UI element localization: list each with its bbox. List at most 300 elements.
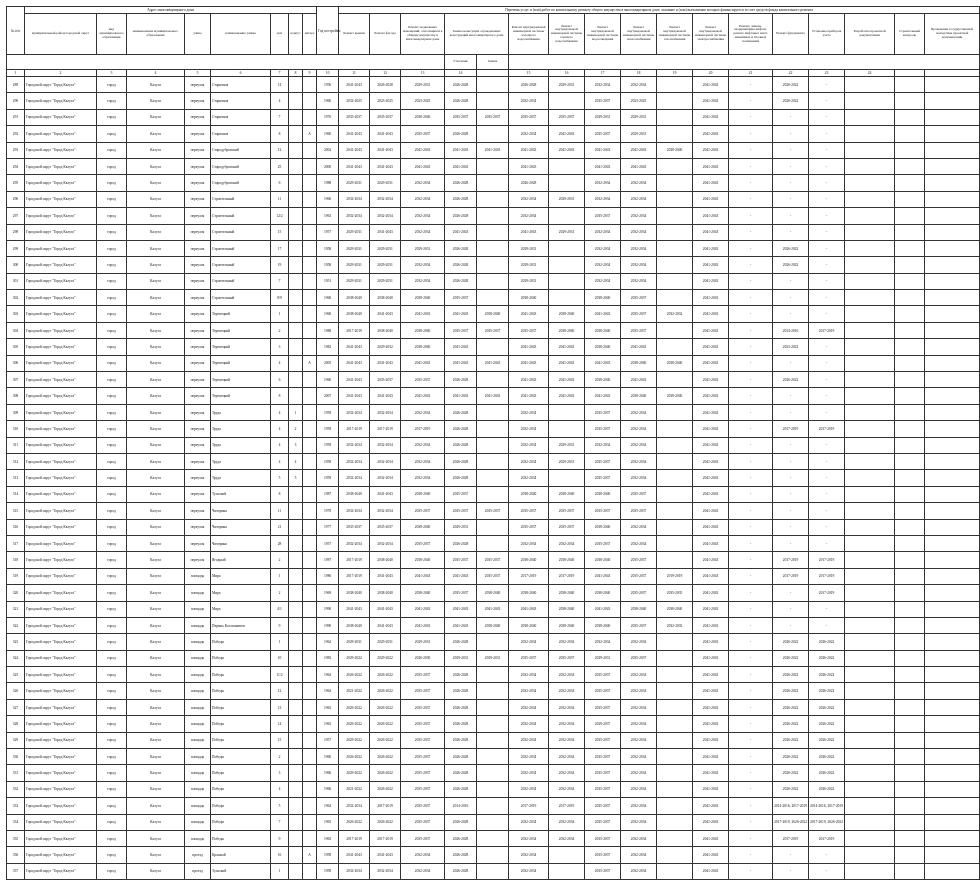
cell-insulation: 2041-2043: [445, 568, 477, 584]
cell-litera: [303, 77, 317, 93]
table-row: [7, 617, 980, 633]
cell-street-type: переулок: [185, 535, 211, 551]
cell-hot-water-repair: 2017-2019: [549, 798, 585, 814]
cell-gas-repair: [657, 535, 693, 551]
cell-municipality-type: город: [97, 617, 127, 633]
cell-hot-water-repair: 2029-2031: [549, 77, 585, 93]
cell-municipality-name: Калуга: [127, 175, 185, 191]
cell-row-number: 325: [7, 667, 25, 683]
cell-empty: [895, 109, 925, 125]
cell-korpus: [289, 257, 303, 273]
cell-facade-repair: 2029-2031: [370, 634, 401, 650]
cell-street-name: Победы: [211, 781, 271, 797]
cell-cold-water-repair: 2032-2034: [509, 699, 549, 715]
cell-street-name: Труда: [211, 421, 271, 437]
cell-build-year: 1963: [317, 208, 339, 224]
cell-municipality-name: Калуга: [127, 421, 185, 437]
cell-electric-repair: 2041-2043: [693, 224, 729, 240]
cell-replacement: [477, 699, 509, 715]
cell-meters-install: -: [809, 372, 845, 388]
cell-build-year: 1965: [317, 830, 339, 846]
cell-empty: [845, 453, 895, 469]
col-header-facade: Ремонт фасада: [370, 14, 401, 55]
col-header-cold: Ремонт внутридомовой инженерной системы холодного водоснабжения: [509, 14, 549, 55]
cell-lift-repair: -: [729, 339, 773, 355]
cell-gas-repair: [657, 749, 693, 765]
col-header-gas: Ремонт внутридомовой инженерной системы газоснабжения: [657, 14, 693, 55]
cell-street-type: площадь: [185, 585, 211, 601]
table-row: [7, 208, 980, 224]
table-row: [7, 93, 980, 109]
cell-lift-repair: -: [729, 322, 773, 338]
cell-hot-water-repair: 2032-2034: [549, 716, 585, 732]
cell-municipality-type: город: [97, 519, 127, 535]
cell-basement-repair: 2041-2043: [401, 306, 445, 322]
cell-municipal-district: Городской округ "Город Калуга": [25, 519, 97, 535]
cell-electric-repair: 2041-2043: [693, 453, 729, 469]
cell-heating-repair: 2041-2043: [621, 158, 657, 174]
cell-hot-water-repair: 2035-2037: [549, 503, 585, 519]
cell-house-number: 3: [271, 765, 289, 781]
cell-foundation-repair: -: [773, 863, 809, 879]
cell-litera: [303, 683, 317, 699]
cell-empty: [925, 453, 980, 469]
cell-empty: [925, 699, 980, 715]
cell-cold-water-repair: 2029-2031: [509, 257, 549, 273]
cell-electric-repair: 2041-2043: [693, 404, 729, 420]
column-number: 17: [585, 70, 621, 77]
cell-meters-install: -: [809, 109, 845, 125]
cell-empty: [925, 126, 980, 142]
cell-house-number: 14: [271, 716, 289, 732]
cell-empty: [925, 601, 980, 617]
cell-cold-water-repair: 2032-2034: [509, 765, 549, 781]
cell-litera: [303, 93, 317, 109]
cell-municipal-district: Городской округ "Город Калуга": [25, 191, 97, 207]
cell-roof-repair: 2017-2019: [339, 552, 370, 568]
col-header-meters: Установка приборов учета: [809, 14, 845, 55]
cell-facade-repair: 2017-2019: [370, 798, 401, 814]
cell-build-year: 1960: [317, 290, 339, 306]
cell-municipal-district: Городской округ "Город Калуга": [25, 437, 97, 453]
cell-municipality-type: город: [97, 847, 127, 863]
cell-litera: [303, 372, 317, 388]
cell-gas-repair: [657, 290, 693, 306]
cell-insulation: 2041-2043: [445, 355, 477, 371]
cell-empty: [895, 830, 925, 846]
cell-korpus: [289, 224, 303, 240]
col-header-insulation: Замена ненесущих ограждающих конструкций многоквартирного дома: [445, 14, 509, 55]
cell-gas-repair: [657, 453, 693, 469]
cell-heating-repair: 2041-2043: [621, 372, 657, 388]
cell-meters-install: 2026-2022: [809, 749, 845, 765]
cell-gas-repair: [657, 634, 693, 650]
cell-replacement: [477, 781, 509, 797]
cell-facade-repair: 2041-2043: [370, 388, 401, 404]
cell-insulation: 2041-2043: [445, 224, 477, 240]
column-number-row: [7, 70, 980, 77]
cell-insulation: 2035-2037: [445, 585, 477, 601]
cell-basement-repair: 2032-2034: [401, 175, 445, 191]
cell-build-year: 1958: [317, 453, 339, 469]
table-row: [7, 142, 980, 158]
cell-electric-repair: 2041-2043: [693, 257, 729, 273]
cell-korpus: [289, 126, 303, 142]
cell-basement-repair: 2035-2037: [401, 814, 445, 830]
cell-cold-water-repair: 2029-2031: [509, 240, 549, 256]
cell-municipality-name: Калуга: [127, 191, 185, 207]
cell-replacement: [477, 716, 509, 732]
cell-empty: [895, 552, 925, 568]
cell-meters-install: -: [809, 486, 845, 502]
cell-empty: [925, 765, 980, 781]
cell-municipality-name: Калуга: [127, 290, 185, 306]
table-row: [7, 77, 980, 93]
cell-facade-repair: 2041-2043: [370, 847, 401, 863]
cell-empty: [895, 486, 925, 502]
cell-roof-repair: 2038-2040: [339, 617, 370, 633]
cell-foundation-repair: 2026-2022: [773, 257, 809, 273]
cell-hot-water-repair: [549, 421, 585, 437]
cell-row-number: 315: [7, 503, 25, 519]
cell-house-number: 2: [271, 585, 289, 601]
cell-meters-install: -: [809, 535, 845, 551]
cell-cold-water-repair: 2035-2037: [509, 519, 549, 535]
cell-electric-repair: 2041-2043: [693, 552, 729, 568]
col-header-expert: Проведение государственной экспертизы проектной документации: [925, 14, 980, 55]
cell-roof-repair: 2041-2043: [339, 126, 370, 142]
cell-municipality-type: город: [97, 109, 127, 125]
cell-meters-install: -: [809, 863, 845, 879]
cell-heating-repair: 2032-2034: [621, 175, 657, 191]
cell-empty: [845, 404, 895, 420]
cell-street-name: Терепецкий: [211, 322, 271, 338]
cell-korpus: [289, 863, 303, 879]
cell-row-number: 314: [7, 486, 25, 502]
cell-house-number: 4: [271, 421, 289, 437]
cell-replacement: 2029-2031: [477, 650, 509, 666]
cell-build-year: 2007: [317, 388, 339, 404]
cell-roof-repair: 2029-2031: [339, 175, 370, 191]
cell-heating-repair: 2032-2034: [621, 814, 657, 830]
cell-empty: [925, 388, 980, 404]
cell-municipality-type: город: [97, 765, 127, 781]
cell-roof-repair: 2026-2022: [339, 699, 370, 715]
cell-empty: [845, 93, 895, 109]
cell-row-number: 309: [7, 404, 25, 420]
cell-heating-repair: 2032-2034: [621, 240, 657, 256]
cell-facade-repair: 2038-2040: [370, 322, 401, 338]
cell-municipal-district: Городской округ "Город Калуга": [25, 650, 97, 666]
col-header-num: № п/п: [7, 7, 25, 55]
cell-foundation-repair: -: [773, 158, 809, 174]
document-sheet: [6, 6, 974, 880]
table-row: [7, 732, 980, 748]
cell-row-number: 296: [7, 191, 25, 207]
cell-empty: [895, 191, 925, 207]
cell-gas-repair: [657, 781, 693, 797]
cell-empty: [895, 601, 925, 617]
cell-facade-repair: 2041-2043: [370, 486, 401, 502]
cell-facade-repair: 2032-2034: [370, 535, 401, 551]
cell-hot-water-repair: 2038-2040: [549, 601, 585, 617]
cell-municipality-name: Калуга: [127, 437, 185, 453]
table-body: [7, 77, 980, 880]
cell-litera: [303, 470, 317, 486]
cell-basement-repair: 2041-2043: [401, 355, 445, 371]
cell-foundation-repair: 2017-2019: [773, 830, 809, 846]
cell-basement-repair: 2038-2040: [401, 585, 445, 601]
cell-korpus: [289, 552, 303, 568]
cell-foundation-repair: 2026-2022: [773, 781, 809, 797]
cell-cold-water-repair: 2017-2019: [509, 568, 549, 584]
cell-empty: [925, 77, 980, 93]
cell-insulation: 2026-2028: [445, 716, 477, 732]
cell-empty: [845, 372, 895, 388]
cell-street-name: Тульский: [211, 486, 271, 502]
cell-facade-repair: 2032-2034: [370, 453, 401, 469]
cell-insulation: 2035-2037: [445, 503, 477, 519]
cell-meters-install: -: [809, 404, 845, 420]
cell-insulation: 2026-2028: [445, 699, 477, 715]
cell-cold-water-repair: 2035-2037: [509, 109, 549, 125]
cell-lift-repair: -: [729, 716, 773, 732]
cell-hot-water-repair: 2041-2043: [549, 372, 585, 388]
cell-replacement: [477, 290, 509, 306]
cell-municipality-name: Калуга: [127, 847, 185, 863]
cell-basement-repair: 2032-2034: [401, 863, 445, 879]
cell-municipality-type: город: [97, 798, 127, 814]
cell-build-year: 2005: [317, 355, 339, 371]
cell-insulation: 2026-2028: [445, 814, 477, 830]
cell-municipality-name: Калуга: [127, 716, 185, 732]
cell-house-number: 6: [271, 175, 289, 191]
cell-foundation-repair: -: [773, 224, 809, 240]
cell-street-type: площадь: [185, 650, 211, 666]
cell-foundation-repair: 2023-2022: [773, 339, 809, 355]
cell-meters-install: 2026-2022: [809, 732, 845, 748]
cell-sewer-repair: 2041-2043: [585, 142, 621, 158]
table-row: [7, 634, 980, 650]
cell-municipality-type: город: [97, 683, 127, 699]
cell-replacement: [477, 126, 509, 142]
cell-street-type: переулок: [185, 503, 211, 519]
column-number: 2: [25, 70, 97, 77]
cell-litera: [303, 749, 317, 765]
cell-hot-water-repair: 2032-2034: [549, 667, 585, 683]
cell-facade-repair: 2041-2043: [370, 142, 401, 158]
cell-gas-repair: [657, 208, 693, 224]
cell-roof-repair: 2038-2040: [339, 306, 370, 322]
cell-sewer-repair: 2035-2037: [585, 404, 621, 420]
cell-basement-repair: 2035-2037: [401, 683, 445, 699]
cell-empty: [925, 224, 980, 240]
cell-foundation-repair: -: [773, 208, 809, 224]
cell-house-number: 5: [271, 470, 289, 486]
cell-sewer-repair: 2035-2037: [585, 847, 621, 863]
cell-row-number: 332: [7, 781, 25, 797]
cell-empty: [925, 716, 980, 732]
cell-hot-water-repair: 2035-2037: [549, 109, 585, 125]
cell-municipality-name: Калуга: [127, 650, 185, 666]
cell-electric-repair: 2041-2043: [693, 421, 729, 437]
cell-roof-repair: 2032-2025: [339, 93, 370, 109]
cell-meters-install: -: [809, 388, 845, 404]
cell-municipality-type: город: [97, 208, 127, 224]
cell-cold-water-repair: 2026-2028: [509, 175, 549, 191]
cell-korpus: [289, 372, 303, 388]
cell-empty: [895, 77, 925, 93]
cell-insulation: 2035-2037: [445, 552, 477, 568]
table-row: [7, 830, 980, 846]
cell-house-number: 4: [271, 404, 289, 420]
cell-municipal-district: Городской округ "Город Калуга": [25, 240, 97, 256]
cell-empty: [925, 273, 980, 289]
cell-municipality-type: город: [97, 404, 127, 420]
cell-electric-repair: 2041-2043: [693, 847, 729, 863]
cell-empty: [845, 126, 895, 142]
cell-electric-repair: 2041-2043: [693, 503, 729, 519]
cell-cold-water-repair: 2041-2043: [509, 306, 549, 322]
cell-street-type: площадь: [185, 765, 211, 781]
cell-house-number: 7: [271, 814, 289, 830]
cell-lift-repair: -: [729, 421, 773, 437]
cell-municipality-name: Калуга: [127, 814, 185, 830]
table-row: [7, 158, 980, 174]
cell-basement-repair: 2032-2034: [401, 257, 445, 273]
cell-empty: [925, 142, 980, 158]
column-number: 18: [621, 70, 657, 77]
cell-meters-install: -: [809, 273, 845, 289]
cell-electric-repair: 2041-2043: [693, 830, 729, 846]
cell-roof-repair: 2032-2034: [339, 470, 370, 486]
cell-empty: [895, 716, 925, 732]
cell-korpus: [289, 716, 303, 732]
cell-litera: А: [303, 847, 317, 863]
cell-build-year: 1957: [317, 535, 339, 551]
cell-municipal-district: Городской округ "Город Калуга": [25, 290, 97, 306]
cell-empty: [925, 355, 980, 371]
cell-house-number: 2: [271, 322, 289, 338]
cell-build-year: 1960: [317, 749, 339, 765]
cell-facade-repair: 2026-2022: [370, 699, 401, 715]
cell-lift-repair: -: [729, 224, 773, 240]
cell-basement-repair: 2035-2037: [401, 830, 445, 846]
cell-street-name: Строительный: [211, 224, 271, 240]
cell-empty: [925, 158, 980, 174]
cell-municipal-district: Городской округ "Город Калуга": [25, 339, 97, 355]
cell-sewer-repair: 2035-2037: [585, 749, 621, 765]
cell-replacement: 2035-2037: [477, 322, 509, 338]
cell-meters-install: -: [809, 77, 845, 93]
cell-municipal-district: Городской округ "Город Калуга": [25, 126, 97, 142]
cell-foundation-repair: 2026-2022: [773, 77, 809, 93]
cell-facade-repair: 2041-2043: [370, 224, 401, 240]
cell-gas-repair: 2038-2040: [657, 601, 693, 617]
cell-meters-install: 2026-2022: [809, 765, 845, 781]
cell-foundation-repair: -: [773, 601, 809, 617]
cell-municipality-name: Калуга: [127, 273, 185, 289]
cell-empty: [925, 617, 980, 633]
cell-roof-repair: 2032-2034: [339, 208, 370, 224]
cell-street-type: площадь: [185, 699, 211, 715]
cell-row-number: 303: [7, 306, 25, 322]
cell-street-name: Труда: [211, 453, 271, 469]
cell-korpus: [289, 208, 303, 224]
cell-basement-repair: 2035-2037: [401, 535, 445, 551]
cell-litera: [303, 404, 317, 420]
cell-basement-repair: 2041-2043: [401, 617, 445, 633]
cell-lift-repair: -: [729, 798, 773, 814]
cell-insulation: 2041-2043: [445, 306, 477, 322]
cell-empty: [895, 388, 925, 404]
column-number: [895, 70, 925, 77]
cell-empty: [845, 306, 895, 322]
cell-electric-repair: 2041-2043: [693, 486, 729, 502]
cell-korpus: [289, 322, 303, 338]
cell-korpus: [289, 749, 303, 765]
cell-roof-repair: 2021-2022: [339, 781, 370, 797]
cell-municipal-district: Городской округ "Город Калуга": [25, 372, 97, 388]
table-row: [7, 388, 980, 404]
cell-street-name: Строительный: [211, 273, 271, 289]
cell-empty: [895, 781, 925, 797]
cell-house-number: 9: [271, 617, 289, 633]
cell-litera: [303, 322, 317, 338]
cell-street-name: Старичков: [211, 126, 271, 142]
cell-meters-install: -: [809, 290, 845, 306]
cell-hot-water-repair: [549, 863, 585, 879]
cell-empty: [895, 290, 925, 306]
cell-sewer-repair: 2035-2037: [585, 765, 621, 781]
cell-roof-repair: 2032-2034: [339, 503, 370, 519]
cell-sewer-repair: 2038-2040: [585, 617, 621, 633]
cell-sewer-repair: 2035-2037: [585, 667, 621, 683]
cell-replacement: [477, 191, 509, 207]
cell-gas-repair: [657, 765, 693, 781]
cell-hot-water-repair: [549, 158, 585, 174]
cell-electric-repair: 2041-2043: [693, 568, 729, 584]
cell-municipality-name: Калуга: [127, 158, 185, 174]
cell-cold-water-repair: 2041-2043: [509, 158, 549, 174]
cell-foundation-repair: -: [773, 109, 809, 125]
cell-row-number: 299: [7, 240, 25, 256]
cell-insulation: 2026-2028: [445, 372, 477, 388]
cell-roof-repair: 2032-2034: [339, 191, 370, 207]
cell-basement-repair: 2032-2034: [401, 273, 445, 289]
cell-empty: [895, 683, 925, 699]
cell-street-type: переулок: [185, 290, 211, 306]
cell-empty: [895, 765, 925, 781]
cell-build-year: 1982: [317, 339, 339, 355]
cell-roof-repair: 2035-2037: [339, 109, 370, 125]
cell-korpus: [289, 683, 303, 699]
cell-street-type: переулок: [185, 158, 211, 174]
cell-litera: [303, 388, 317, 404]
cell-insulation: 2026-2028: [445, 683, 477, 699]
cell-empty: [925, 175, 980, 191]
cell-replacement: [477, 486, 509, 502]
cell-municipality-name: Калуга: [127, 372, 185, 388]
cell-empty: [845, 634, 895, 650]
cell-korpus: [289, 290, 303, 306]
cell-municipality-type: город: [97, 667, 127, 683]
cell-hot-water-repair: [549, 93, 585, 109]
cell-basement-repair: 2038-2040: [401, 552, 445, 568]
cell-build-year: 1964: [317, 798, 339, 814]
col-header-sewer: Ремонт внутридомовой инженерной системы водоотведения: [585, 14, 621, 55]
cell-cold-water-repair: 2032-2034: [509, 404, 549, 420]
